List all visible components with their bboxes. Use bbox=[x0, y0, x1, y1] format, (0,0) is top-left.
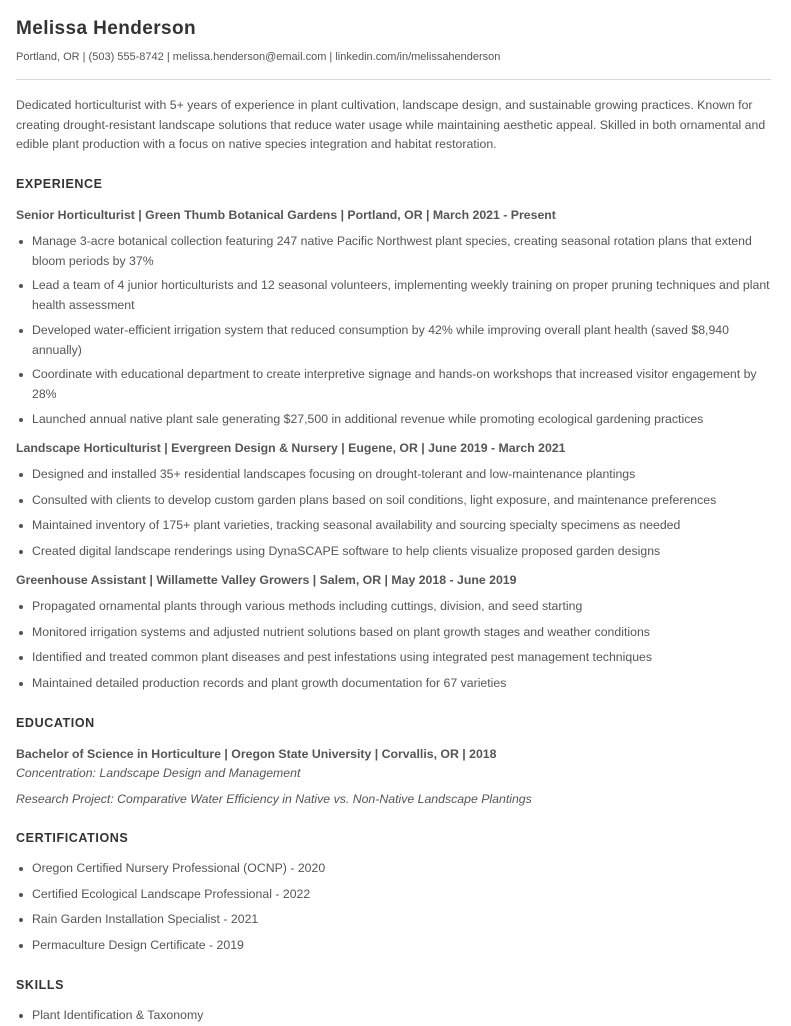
job-3-bullets bbox=[16, 597, 772, 694]
job-title-3: Greenhouse Assistant | Willamette Valley Growers | Salem, OR | May 2018 - June 2019 bbox=[16, 573, 517, 587]
list-item: Monitored irrigation systems and adjusted nutrient solutions based on plant growth stages and weather conditions bbox=[16, 623, 772, 643]
list-item: Maintained inventory of 175+ plant varieties, tracking seasonal availability and sourcing specialty specimens as needed bbox=[16, 516, 772, 536]
job-title-2: Landscape Horticulturist | Evergreen Design & Nursery | Eugene, OR | June 2019 - March 2021 bbox=[16, 441, 566, 455]
list-item: Manage 3-acre botanical collection featuring 247 native Pacific Northwest plant species, creating seasonal rotation plans that extend bloom periods by 37% bbox=[16, 232, 772, 271]
list-item: Consulted with clients to develop custom garden plans based on soil conditions, light exposure, and maintenance preferences bbox=[16, 491, 772, 511]
job-title-1: Senior Horticulturist | Green Thumb Botanical Gardens | Portland, OR | March 2021 - Present bbox=[16, 208, 556, 222]
degree-line: Bachelor of Science in Horticulture | Oregon State University | Corvallis, OR | 2018 bbox=[16, 747, 497, 761]
list-item: Oregon Certified Nursery Professional (OCNP) - 2020 bbox=[16, 859, 772, 879]
professional-summary: Dedicated horticulturist with 5+ years of experience in plant cultivation, landscape design, and sustainable growing practices. Known for creating drought-resistant landscape solutions that reduce water usage while maintaining aesthetic appeal. Skilled in both ornamental and edible plant production with a focus on native species integration and habitat restoration. bbox=[16, 98, 766, 152]
list-item: Maintained detailed production records and plant growth documentation for 67 varieties bbox=[16, 674, 772, 694]
header-divider bbox=[16, 79, 771, 80]
list-item: Launched annual native plant sale generating $27,500 in additional revenue while promoting ecological gardening practices bbox=[16, 410, 772, 430]
candidate-name: Melissa Henderson bbox=[16, 18, 196, 39]
list-item: Permaculture Design Certificate - 2019 bbox=[16, 936, 772, 956]
job-1-bullets bbox=[16, 232, 772, 429]
job-2-bullets bbox=[16, 465, 772, 562]
list-item: Developed water-efficient irrigation system that reduced consumption by 42% while improving overall plant health (saved $8,940 annually) bbox=[16, 321, 772, 360]
list-item: Created digital landscape renderings using DynaSCAPE software to help clients visualize proposed garden designs bbox=[16, 542, 772, 562]
list-item: Identified and treated common plant diseases and pest infestations using integrated pest management techniques bbox=[16, 648, 772, 668]
contact-info: Portland, OR | (503) 555-8742 | melissa.henderson@email.com | linkedin.com/in/melissahenderson bbox=[16, 51, 501, 63]
list-item: Plant Identification & Taxonomy bbox=[16, 1006, 772, 1026]
education-heading: EDUCATION bbox=[16, 716, 95, 730]
skills-list bbox=[16, 1006, 772, 1026]
skills-heading: SKILLS bbox=[16, 978, 65, 992]
certifications-heading: CERTIFICATIONS bbox=[16, 831, 129, 845]
list-item: Rain Garden Installation Specialist - 2021 bbox=[16, 910, 772, 930]
list-item: Designed and installed 35+ residential landscapes focusing on drought-tolerant and low-maintenance plantings bbox=[16, 465, 772, 485]
list-item: Propagated ornamental plants through various methods including cuttings, division, and seed starting bbox=[16, 597, 772, 617]
experience-heading: EXPERIENCE bbox=[16, 177, 103, 191]
list-item: Coordinate with educational department to create interpretive signage and hands-on workshops that increased visitor engagement by 28% bbox=[16, 365, 772, 404]
list-item: Lead a team of 4 junior horticulturists and 12 seasonal volunteers, implementing weekly training on proper pruning techniques and plant health assessment bbox=[16, 276, 772, 315]
certifications-list bbox=[16, 859, 772, 956]
research-project-line: Research Project: Comparative Water Efficiency in Native vs. Non-Native Landscape Plantings bbox=[16, 792, 532, 806]
list-item: Certified Ecological Landscape Professional - 2022 bbox=[16, 885, 772, 905]
concentration-line: Concentration: Landscape Design and Management bbox=[16, 766, 301, 780]
